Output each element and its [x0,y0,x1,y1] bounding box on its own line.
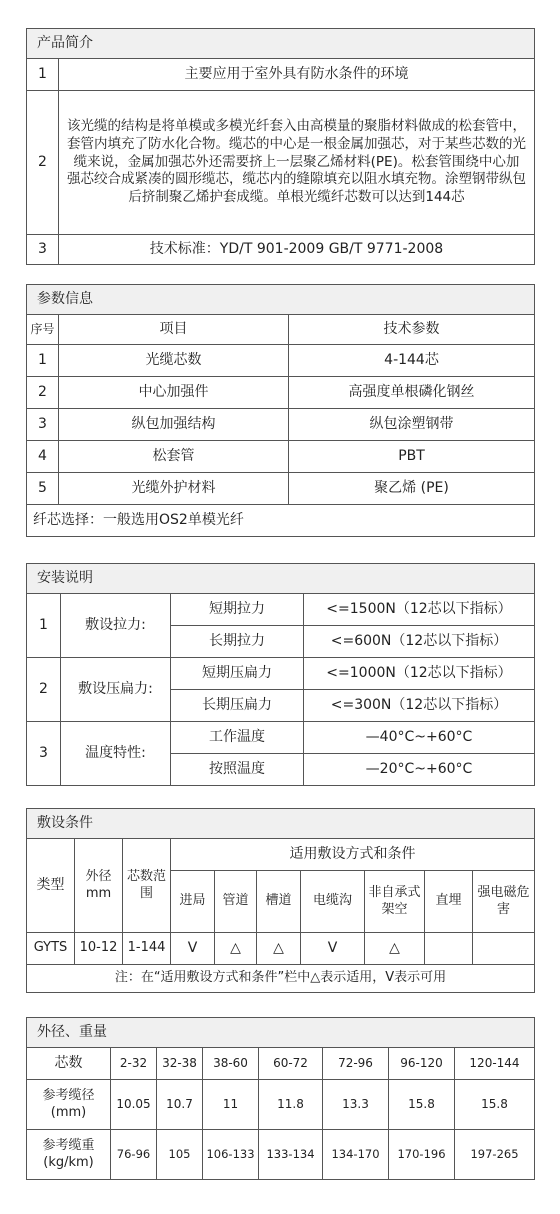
params-section [26,284,535,537]
weight-row-label: 芯数 [27,1048,111,1080]
weight-cell: 13.3 [323,1080,389,1130]
install-no: 2 [27,658,61,722]
laying-method: 电缆沟 [301,871,365,933]
laying-section [26,808,535,993]
weight-cell: 96-120 [389,1048,455,1080]
params-cell: 4 [27,441,59,473]
install-label: 温度特性: [61,722,171,786]
weight-row-label: 参考缆重(kg/km) [27,1130,111,1180]
intro-title: 产品简介 [27,29,535,59]
install-value: <=1000N（12芯以下指标） [304,658,535,690]
weight-cell: 76-96 [111,1130,157,1180]
table-row [27,409,535,441]
laying-method: 槽道 [257,871,301,933]
table-row [27,1130,535,1180]
table-row [27,377,535,409]
laying-mark [473,933,535,965]
install-item: 工作温度 [171,722,304,754]
install-no: 1 [27,594,61,658]
intro-section [26,28,535,265]
weight-cell: 11.8 [259,1080,323,1130]
weight-cell: 15.8 [389,1080,455,1130]
params-cell: 1 [27,345,59,377]
laying-method: 非自承式架空 [365,871,425,933]
laying-group-header: 适用敷设方式和条件 [171,839,535,871]
laying-method: 直埋 [425,871,473,933]
laying-range: 1-144 [123,933,171,965]
intro-table [26,28,535,265]
params-cell: 光缆外护材料 [59,473,289,505]
install-label: 敷设拉力: [61,594,171,658]
weight-cell: 106-133 [203,1130,259,1180]
weight-section [26,1017,535,1180]
laying-mark [425,933,473,965]
weight-cell: 32-38 [157,1048,203,1080]
weight-cell: 11 [203,1080,259,1130]
laying-col-od: 外径mm [75,839,123,933]
laying-type: GYTS [27,933,75,965]
laying-col-range: 芯数范围 [123,839,171,933]
install-item: 短期拉力 [171,594,304,626]
laying-method: 管道 [215,871,257,933]
weight-cell: 72-96 [323,1048,389,1080]
install-item: 按照温度 [171,754,304,786]
install-value: <=600N（12芯以下指标） [304,626,535,658]
install-value: <=1500N（12芯以下指标） [304,594,535,626]
intro-standard: 技术标准：YD/T 901-2009 GB/T 9771-2008 [59,235,535,265]
install-table [26,563,535,786]
weight-cell: 120-144 [455,1048,535,1080]
weight-row-label: 参考缆径(mm) [27,1080,111,1130]
params-cell: 光缆芯数 [59,345,289,377]
laying-title: 敷设条件 [27,809,535,839]
install-value: <=300N（12芯以下指标） [304,690,535,722]
weight-cell: 60-72 [259,1048,323,1080]
intro-row-no: 1 [27,59,59,91]
table-row [27,933,535,965]
weight-cell: 10.7 [157,1080,203,1130]
table-row [27,473,535,505]
weight-cell: 10.05 [111,1080,157,1130]
weight-cell: 105 [157,1130,203,1180]
intro-row-no: 3 [27,235,59,265]
weight-cell: 134-170 [323,1130,389,1180]
laying-mark: △ [365,933,425,965]
params-cell: 4-144芯 [289,345,535,377]
params-cell: 高强度单根磷化钢丝 [289,377,535,409]
weight-cell: 197-265 [455,1130,535,1180]
laying-note: 注：在“适用敷设方式和条件”栏中△表示适用，V表示可用 [27,965,535,993]
laying-mark: △ [257,933,301,965]
params-header-no: 序号 [27,315,59,345]
install-label: 敷设压扁力: [61,658,171,722]
laying-col-type: 类型 [27,839,75,933]
params-cell: 3 [27,409,59,441]
install-item: 长期压扁力 [171,690,304,722]
params-cell: 中心加强件 [59,377,289,409]
params-table [26,284,535,537]
weight-title: 外径、重量 [27,1018,535,1048]
params-cell: PBT [289,441,535,473]
install-item: 长期拉力 [171,626,304,658]
laying-method: 强电磁危害 [473,871,535,933]
table-row [27,1080,535,1130]
weight-cell: 133-134 [259,1130,323,1180]
table-row [27,1048,535,1080]
params-header-item: 项目 [59,315,289,345]
params-cell: 松套管 [59,441,289,473]
intro-row-text: 主要应用于室外具有防水条件的环境 [59,59,535,91]
params-header-value: 技术参数 [289,315,535,345]
laying-mark: △ [215,933,257,965]
intro-description: 该光缆的结构是将单模或多模光纤套入由高模量的聚脂材料做成的松套管中，套管内填充了防水化合物。缆芯的中心是一根金属加强芯，对于某些芯数的光缆来说，金属加强芯外还需要挤上一层聚乙烯材料(PE)。松套管围绕中心加强芯绞合成紧凑的圆形缆芯，缆芯内的缝隙填充以阻水填充物。涂塑钢带纵包后挤制聚乙烯护套成缆。单根光缆纤芯数可以达到144芯 [59,91,535,235]
laying-table [26,808,535,993]
weight-cell: 15.8 [455,1080,535,1130]
params-cell: 纵包加强结构 [59,409,289,441]
table-row [27,345,535,377]
params-note: 纤芯选择：一般选用OS2单模光纤 [27,505,535,537]
params-cell: 聚乙烯 (PE) [289,473,535,505]
install-value: —20°C~+60°C [304,754,535,786]
params-cell: 5 [27,473,59,505]
params-cell: 2 [27,377,59,409]
params-title: 参数信息 [27,285,535,315]
table-row [27,441,535,473]
weight-cell: 2-32 [111,1048,157,1080]
laying-mark: V [171,933,215,965]
install-title: 安装说明 [27,564,535,594]
laying-method: 进局 [171,871,215,933]
laying-mark: V [301,933,365,965]
params-cell: 纵包涂塑钢带 [289,409,535,441]
laying-od: 10-12 [75,933,123,965]
weight-cell: 170-196 [389,1130,455,1180]
weight-cell: 38-60 [203,1048,259,1080]
install-section [26,563,535,786]
weight-table [26,1017,535,1180]
intro-row-no: 2 [27,91,59,235]
install-item: 短期压扁力 [171,658,304,690]
install-value: —40°C~+60°C [304,722,535,754]
install-no: 3 [27,722,61,786]
